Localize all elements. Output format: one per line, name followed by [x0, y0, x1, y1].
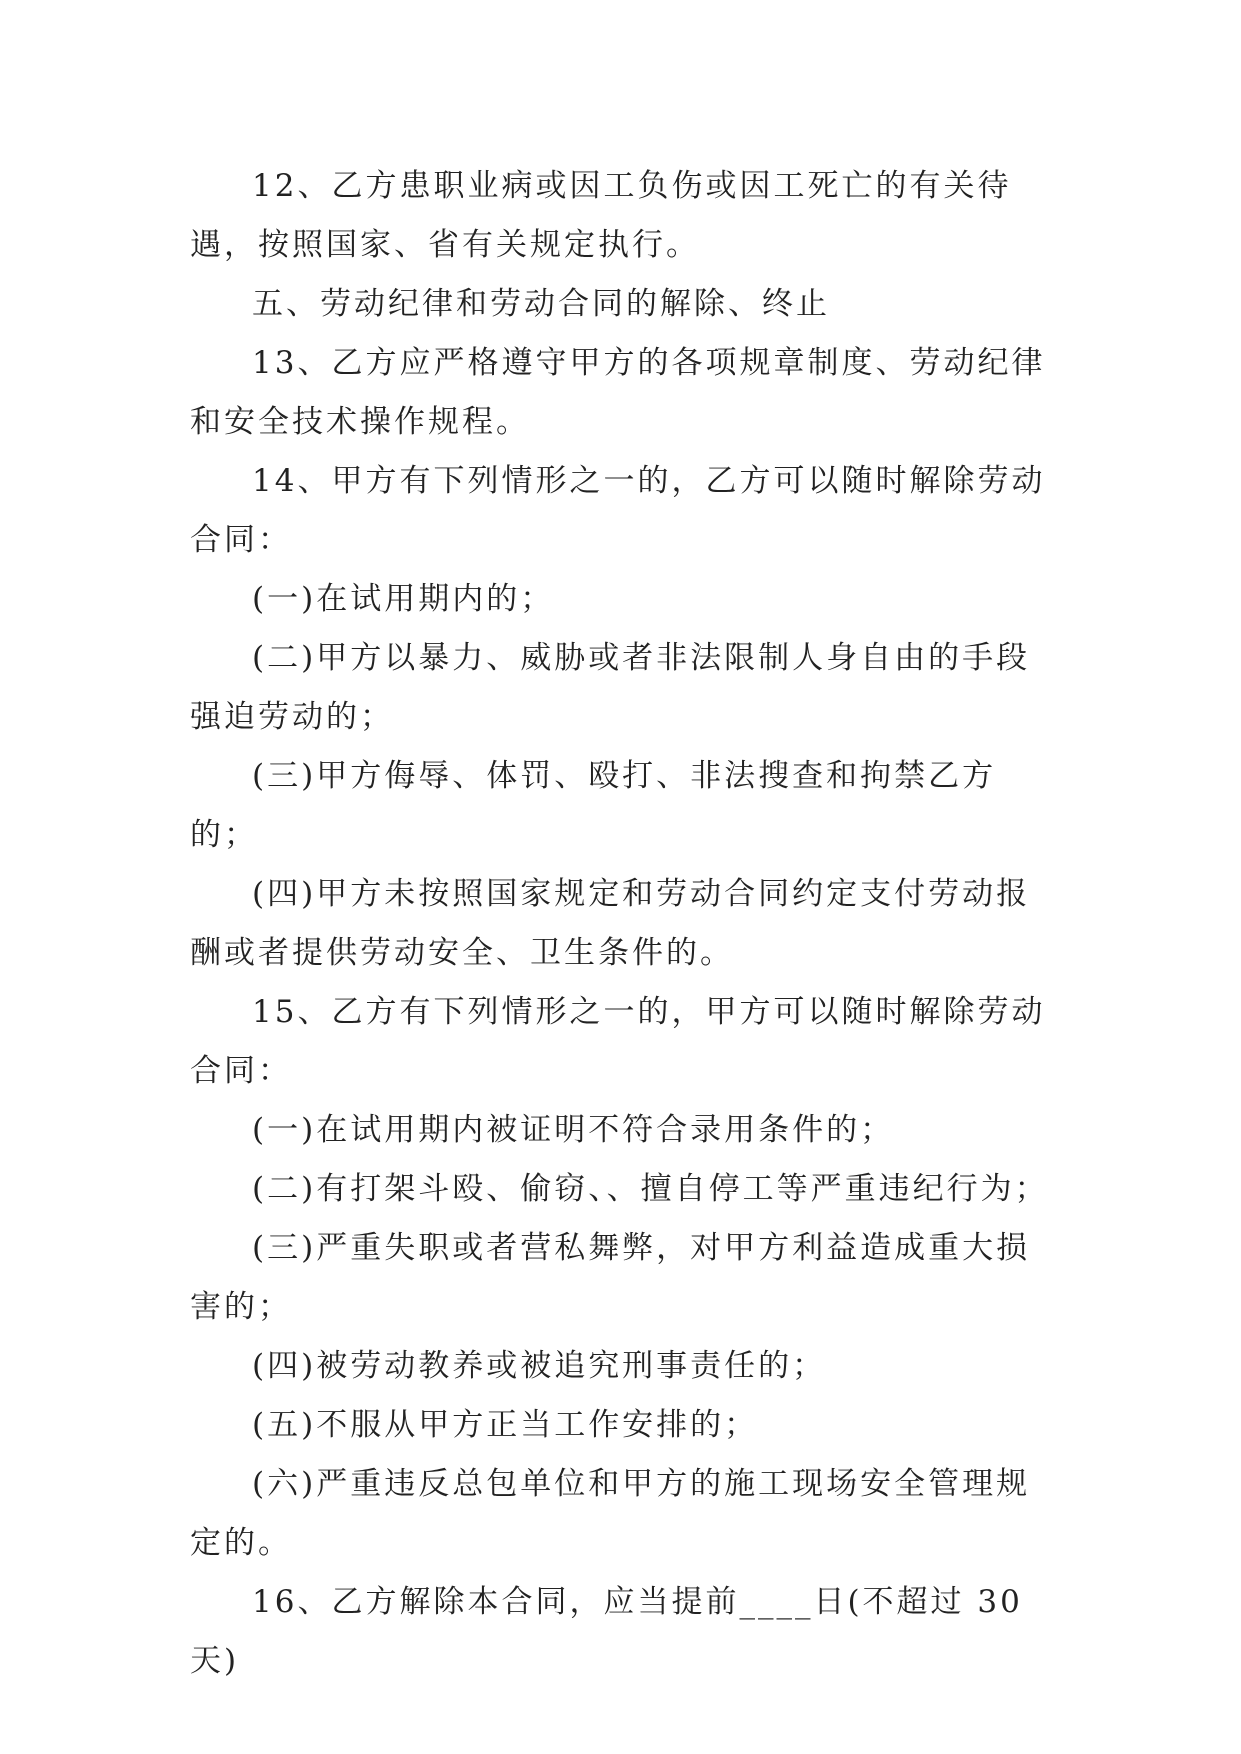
list-item-14-1: (一)在试用期内的； — [252, 581, 555, 617]
paragraph-16-notice-period: 16、乙方解除本合同，应当提前____日(不超过 30 天) — [190, 1584, 1023, 1679]
list-item-15-6: (六)严重违反总包单位和甲方的施工现场安全管理规定的。 — [190, 1466, 1031, 1561]
list-item-14-2: (二)甲方以暴力、威胁或者非法限制人身自由的手段强迫劳动的； — [190, 640, 1031, 735]
list-item-15-4: (四)被劳动教养或被追究刑事责任的； — [252, 1348, 827, 1384]
paragraph-12-occupational-injury: 12、乙方患职业病或因工负伤或因工死亡的有关待遇，按照国家、省有关规定执行。 — [190, 168, 1012, 263]
section-heading-labor-discipline: 五、劳动纪律和劳动合同的解除、终止 — [252, 286, 830, 322]
list-item-14-4: (四)甲方未按照国家规定和劳动合同约定支付劳动报酬或者提供劳动安全、卫生条件的。 — [190, 876, 1031, 971]
list-item-15-5: (五)不服从甲方正当工作安排的； — [252, 1407, 759, 1443]
paragraph-15-employer-termination-rights: 15、乙方有下列情形之一的，甲方可以随时解除劳动合同： — [190, 994, 1046, 1089]
paragraph-13-rules-compliance: 13、乙方应严格遵守甲方的各项规章制度、劳动纪律和安全技术操作规程。 — [190, 345, 1046, 440]
list-item-15-3: (三)严重失职或者营私舞弊，对甲方利益造成重大损害的； — [190, 1230, 1031, 1325]
document-body — [190, 157, 1050, 1691]
list-item-15-1: (一)在试用期内被证明不符合录用条件的； — [252, 1112, 895, 1148]
paragraph-14-employee-termination-rights: 14、甲方有下列情形之一的，乙方可以随时解除劳动合同： — [190, 463, 1046, 558]
list-item-14-3: (三)甲方侮辱、体罚、殴打、非法搜查和拘禁乙方的； — [190, 758, 997, 853]
list-item-15-2: (二)有打架斗殴、偷窃、、擅自停工等严重违纪行为； — [252, 1171, 1049, 1207]
